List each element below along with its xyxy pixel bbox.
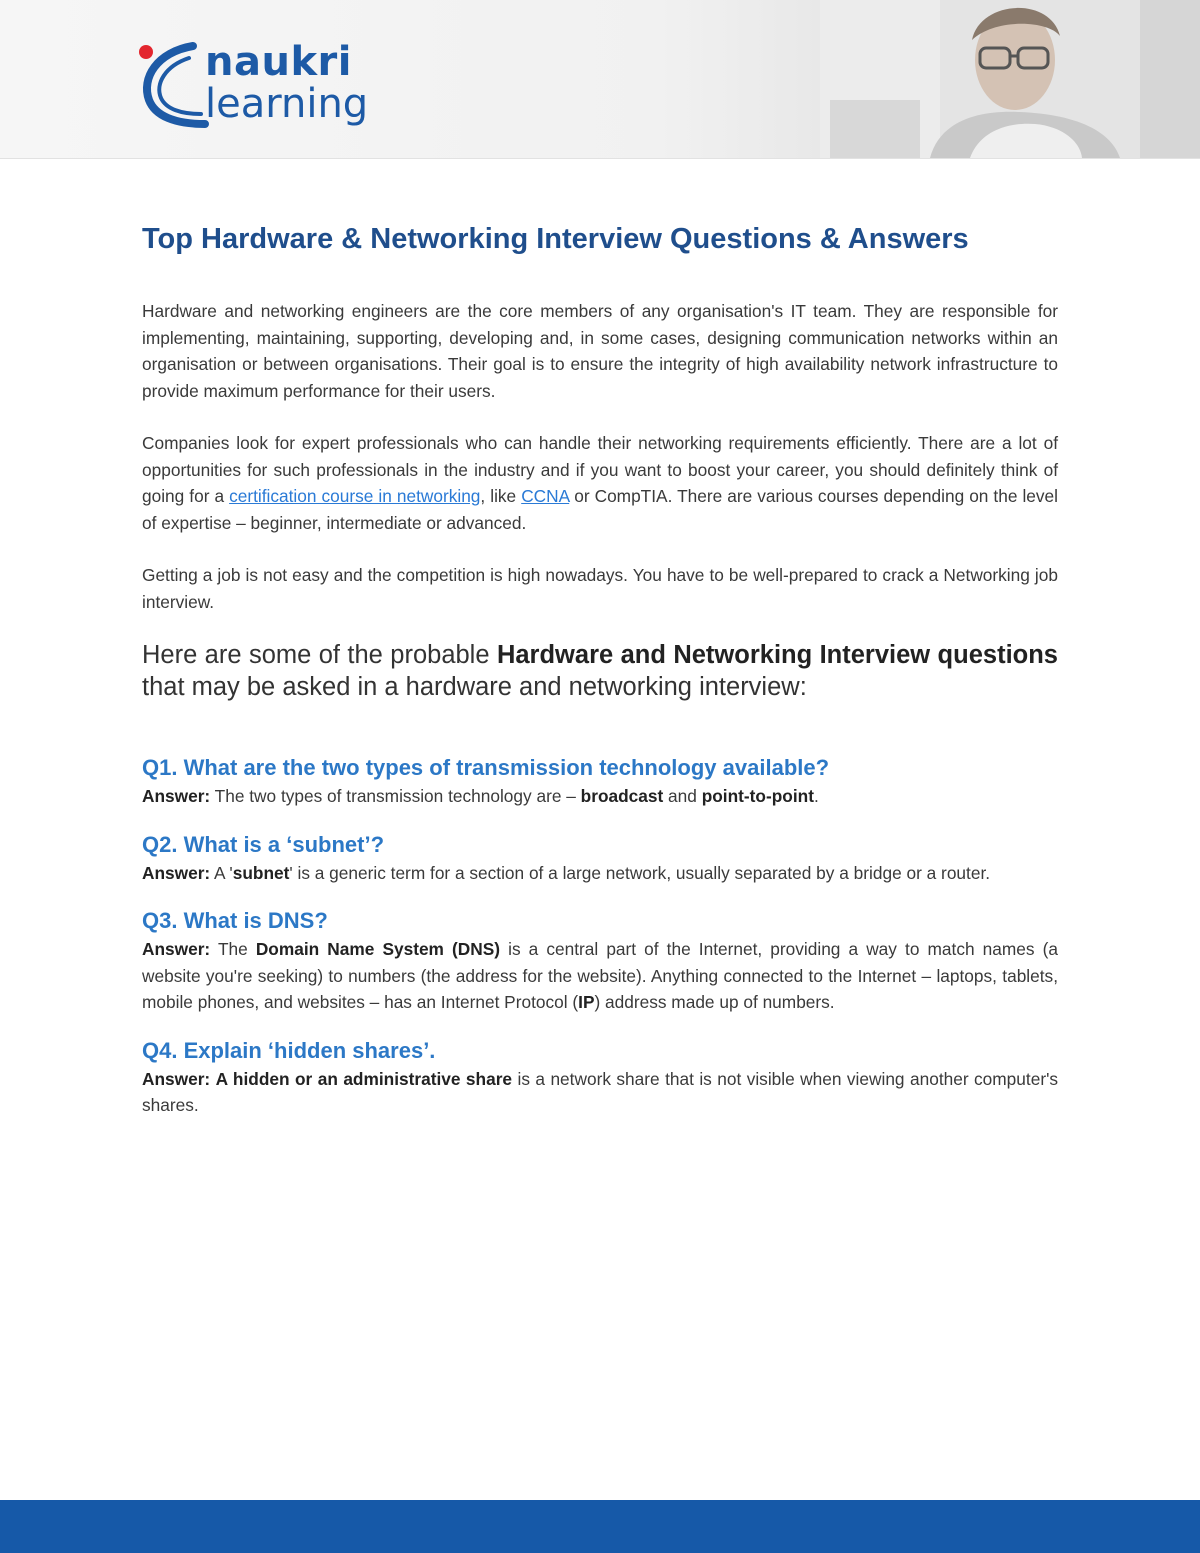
- logo-line-learning: learning: [205, 81, 369, 127]
- answer-3-bold-dns: Domain Name System (DNS): [255, 939, 501, 959]
- page-header: [0, 0, 1200, 159]
- answer-2-text: A ': [210, 862, 233, 883]
- logo-line-naukri: naukri: [205, 39, 352, 85]
- answer-label: Answer:: [142, 786, 211, 806]
- intro-p2-text-mid: , like: [480, 486, 522, 506]
- question-1-heading: Q1. What are the two types of transmission technology available?: [142, 755, 830, 780]
- question-3-heading: Q3. What is DNS?: [142, 908, 328, 933]
- answer-1-text-end: .: [813, 786, 819, 806]
- answer-2-text-end: ' is a generic term for a section of a large network, usually separated by a bridge or a router.: [289, 862, 991, 883]
- answer-3-text-mid: is a central part of the Internet, providing a way to match names (a website you're seeking) to numbers (the address for the website). Anything connected to the Internet – laptops, tablets, mobile phones, and websites – has an Internet Protocol (: [142, 939, 1058, 1012]
- answer-2: [142, 860, 1058, 887]
- footer-bar: [0, 1500, 1200, 1553]
- intro-paragraph-2: [142, 430, 1058, 536]
- intro-p2-text-before: Companies look for expert professionals who can handle their networking requirements efficiently. There are a lot of opportunities for such professionals in the industry and if you want to boost your career, you should definitely think of going for a: [142, 433, 1058, 506]
- question-2-heading: Q2. What is a ‘subnet’?: [142, 831, 385, 857]
- answer-1: [142, 783, 1058, 810]
- ccna-link[interactable]: CCNA: [521, 486, 570, 506]
- answer-2-bold-subnet: subnet: [232, 862, 290, 883]
- lead-text-before: Here are some of the probable: [142, 641, 497, 669]
- answer-3-text: The: [210, 939, 256, 959]
- answer-label: Answer:: [142, 1068, 211, 1089]
- intro-p2-text-after: or CompTIA. There are various courses depending on the level of expertise – beginner, intermediate or advanced.: [142, 486, 1058, 533]
- answer-1-text-mid: and: [663, 786, 702, 806]
- answer-label: Answer:: [142, 862, 211, 883]
- header-person-photo: [820, 0, 1200, 158]
- logo-wordmark: [205, 38, 369, 127]
- answer-label: Answer:: [142, 939, 211, 959]
- intro-paragraph-3: Getting a job is not easy and the competition is high nowadays. You have to be well-prepared to crack a Networking job interview.: [142, 565, 1058, 612]
- lead-paragraph: [142, 639, 1058, 703]
- answer-1-text: The two types of transmission technology are –: [210, 786, 581, 806]
- answer-3-bold-ip: IP: [578, 992, 595, 1012]
- naukri-learning-logo[interactable]: [135, 38, 395, 133]
- question-4-heading: Q4. Explain ‘hidden shares’.: [142, 1037, 436, 1063]
- logo-swoosh-icon: [135, 38, 215, 133]
- page-title: Top Hardware & Networking Interview Questions & Answers: [142, 223, 969, 255]
- answer-3-text-end: ) address made up of numbers.: [594, 992, 835, 1012]
- answer-3: [142, 936, 1058, 1016]
- answer-1-bold-broadcast: broadcast: [580, 786, 664, 806]
- answer-1-bold-point-to-point: point-to-point: [701, 786, 814, 806]
- answer-4: [142, 1066, 1058, 1119]
- intro-paragraph-1: Hardware and networking engineers are the core members of any organisation's IT team. They are responsible for implementing, maintaining, supporting, developing and, in some cases, designing communication networks within an organisation or between organisations. Their goal is to ensure the integrity of high availability network infrastructure to provide maximum performance for their users.: [142, 301, 1058, 401]
- answer-4-bold-hidden-share: A hidden or an administrative share: [215, 1068, 513, 1089]
- answer-4-text-end: is a network share that is not visible when viewing another computer's shares.: [142, 1068, 1059, 1115]
- lead-text-bold: Hardware and Networking Interview questions: [496, 641, 1058, 669]
- certification-course-link[interactable]: certification course in networking: [229, 486, 481, 506]
- document-body: [142, 220, 1058, 1119]
- lead-text-after: that may be asked in a hardware and networking interview:: [142, 673, 807, 701]
